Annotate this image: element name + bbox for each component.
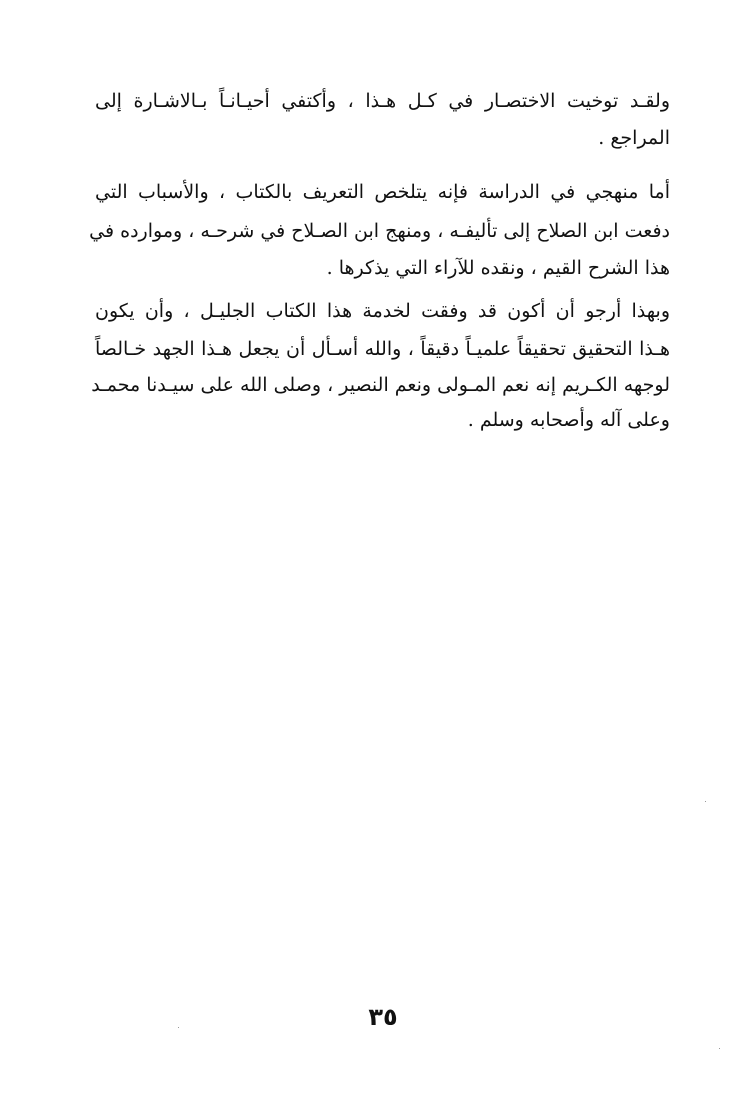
paragraph-3-line-4: وعلى آله وأصحابه وسلم . — [467, 409, 670, 431]
paragraph-1-line-2: المراجع . — [598, 127, 670, 149]
scan-speck — [178, 1027, 179, 1028]
paragraph-2-line-3: هذا الشرح القيم ، ونقده للآراء التي يذكرها . — [326, 257, 670, 279]
scan-speck — [705, 801, 706, 802]
paragraph-3-line-3: لوجهه الكـريم إنه نعم المـولى ونعم النصير ، وصلى الله على سيـدنا محمـد — [91, 374, 670, 396]
paragraph-1-line-1: ولقـد توخيت الاختصـار في كـل هـذا ، وأكتفي أحيـانـاً بـالاشـارة إلى — [95, 90, 670, 112]
paragraph-2-line-2: دفعت ابن الصلاح إلى تأليفـه ، ومنهج ابن الصـلاح في شرحـه ، وموارده في — [89, 220, 670, 242]
scan-speck — [719, 1048, 720, 1049]
paragraph-2-line-1: أما منهجي في الدراسة فإنه يتلخص التعريف بالكتاب ، والأسباب التي — [95, 181, 670, 203]
page-number: ٣٥ — [368, 1003, 398, 1031]
paragraph-3-line-2: هـذا التحقيق تحقيقاً علميـاً دقيقاً ، والله أسـأل أن يجعل هـذا الجهد خـالصاً — [95, 338, 670, 360]
paragraph-3-line-1: وبهذا أرجو أن أكون قد وفقت لخدمة هذا الكتاب الجليـل ، وأن يكون — [95, 300, 670, 322]
